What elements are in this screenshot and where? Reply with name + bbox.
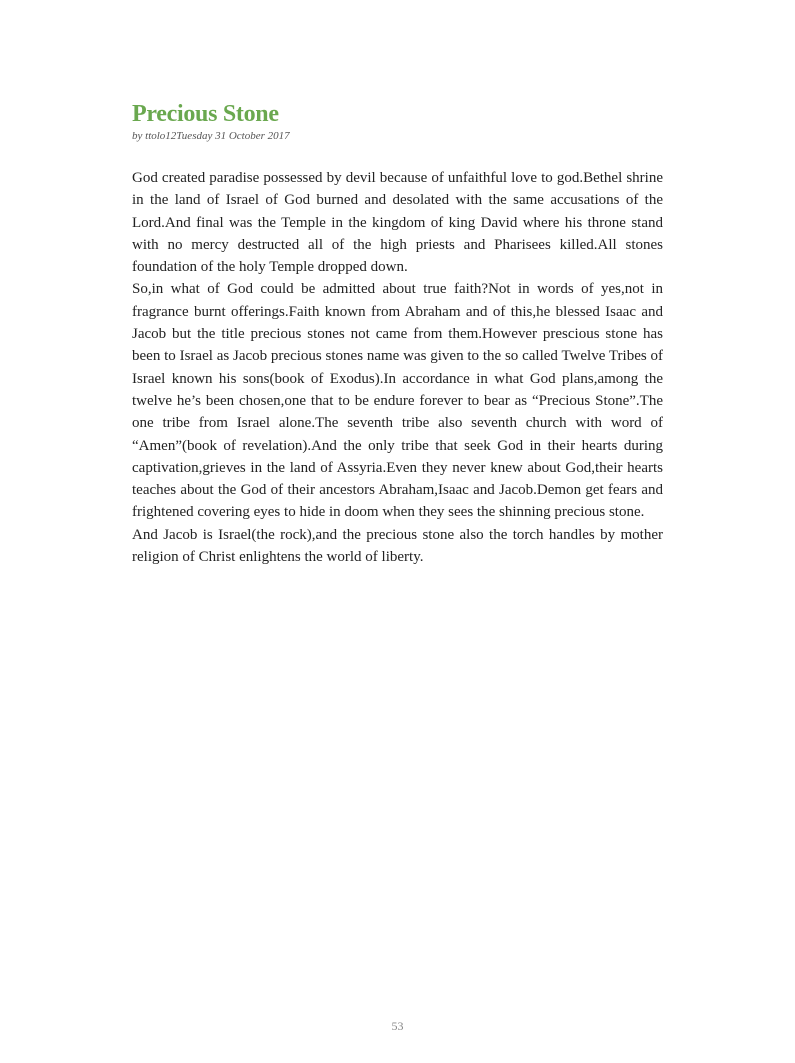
paragraph: So,in what of God could be admitted about true faith?Not in words of yes,not in fragrance burnt offerings.Faith known from Abraham and of this,he blessed Isaac and Jacob but the title precious stones not came from them.However prescious stone has been to Israel as Jacob precious stones name was given to the so called Twelve Tribes of Israel known his sons(book of Exodus).In accordance in what God plans,among the twelve he’s been chosen,one that to be endure forever to bear as “Precious Stone”.The one tribe from Israel alone.The seventh tribe also seventh church with word of “Amen”(book of revelation).And the only tribe that seek God in their hearts during captivation,grieves in the land of Assyria.Even they never knew about God,their hearts teaches about the God of their ancestors Abraham,Isaac and Jacob.Demon get fears and frightened covering eyes to hide in doom when they sees the shinning precious stone. — [132, 281, 663, 521]
article-body — [132, 167, 663, 568]
paragraph: God created paradise possessed by devil because of unfaithful love to god.Bethel shrine in the land of Israel of God burned and desolated with the same accusations of the Lord.And final was the Temple in the kingdom of king David where his throne stand with no mercy destructed all of the high priests and Pharisees killed.All stones foundation of the holy Temple dropped down. — [132, 170, 663, 276]
paragraph: And Jacob is Israel(the rock),and the precious stone also the torch handles by mother religion of Christ enlightens the world of liberty. — [132, 526, 663, 566]
byline: by ttolo12Tuesday 31 October 2017 — [132, 130, 290, 142]
page-title: Precious Stone — [132, 101, 279, 127]
page-number: 53 — [391, 1019, 404, 1033]
